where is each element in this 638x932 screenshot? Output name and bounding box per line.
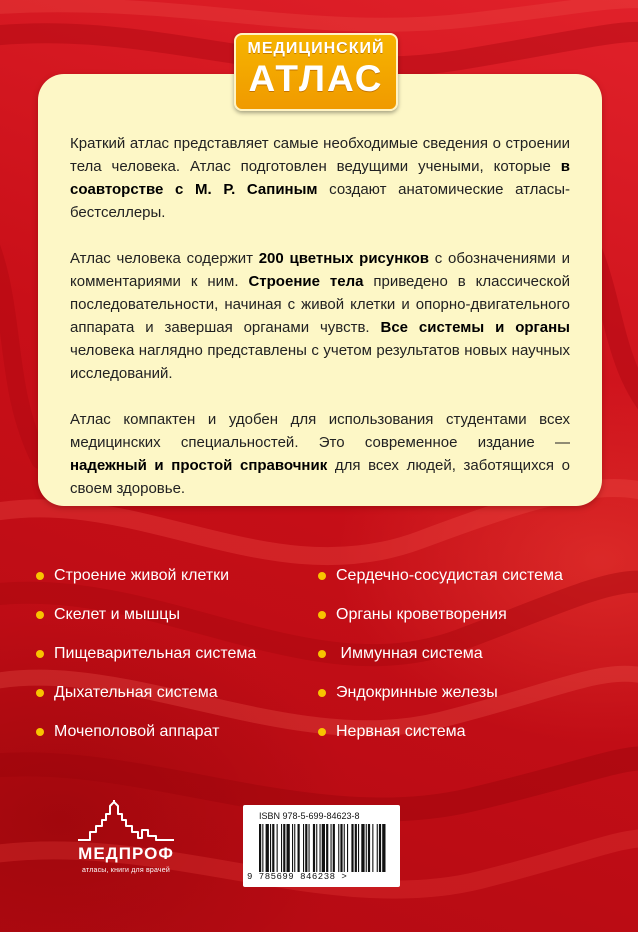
topics-right-column xyxy=(318,556,563,751)
topic-label: Нервная система xyxy=(336,722,466,740)
barcode-bar xyxy=(320,824,321,872)
topic-item xyxy=(36,595,256,634)
barcode-bar xyxy=(322,824,325,872)
barcode-bar xyxy=(292,824,293,872)
emphasis-text: 200 цветных рисунков xyxy=(258,250,429,267)
body-text: с обозначениями и комментариями к ним. xyxy=(70,250,571,290)
barcode-bar xyxy=(340,824,342,872)
barcode-bar xyxy=(379,824,381,872)
emphasis-text: Все системы и органы xyxy=(380,319,570,336)
barcode-bar xyxy=(338,824,339,872)
topic-item xyxy=(36,634,256,673)
building-skyline-icon xyxy=(76,800,176,842)
barcode-bar xyxy=(305,824,307,872)
body-text: для всех людей, заботящихся о своем здоровье. xyxy=(70,457,570,497)
description-text xyxy=(70,132,570,500)
emphasis-text: надежный и простой справочник xyxy=(70,457,328,474)
bullet-icon xyxy=(36,728,44,736)
bullet-icon xyxy=(318,572,326,580)
topic-label: Эндокринные железы xyxy=(336,683,498,701)
description-paragraph-2 xyxy=(70,247,570,385)
publisher-name: МЕДПРОФ xyxy=(78,844,174,863)
emphasis-text: в соавторстве с М. Р. Сапиным xyxy=(70,158,570,198)
barcode-bar xyxy=(313,824,315,872)
barcode-bar xyxy=(368,824,370,872)
badge-line2: АТЛАС xyxy=(248,58,384,99)
barcode-bar xyxy=(309,824,310,872)
topic-item xyxy=(36,673,256,712)
barcode-bar xyxy=(331,824,332,872)
atlas-badge xyxy=(234,33,398,111)
barcode-bar xyxy=(262,824,263,872)
barcode-digits: 9 785699 846238 > xyxy=(247,872,348,882)
emphasis-text: Строение тела xyxy=(248,273,364,290)
topic-label: Сердечно-сосудистая система xyxy=(336,566,563,584)
barcode-bar xyxy=(281,824,282,872)
topic-item xyxy=(318,595,563,634)
body-text: приведено в классической последовательности, начиная с живой клетки и опорно-двигательного аппарата и завершая органами чувств. xyxy=(70,273,570,336)
bullet-icon xyxy=(318,611,326,619)
barcode-bar xyxy=(351,824,353,872)
bullet-icon xyxy=(36,611,44,619)
barcode-bar xyxy=(287,824,290,872)
body-text: создают анатомические атласы-бестселлеры. xyxy=(70,181,570,221)
bullet-icon xyxy=(318,728,326,736)
barcode-bar xyxy=(270,824,271,872)
bullet-icon xyxy=(36,650,44,658)
topics-left-column xyxy=(36,556,256,751)
topic-label: Скелет и мышцы xyxy=(54,605,180,623)
barcode-bar xyxy=(298,824,300,872)
topic-label: Органы кроветворения xyxy=(336,605,507,623)
bullet-icon xyxy=(36,572,44,580)
barcode-bar xyxy=(361,824,364,872)
barcode-bar xyxy=(344,824,345,872)
topic-item xyxy=(318,712,563,751)
bullet-icon xyxy=(36,689,44,697)
barcode-bar xyxy=(266,824,269,872)
topic-label: Дыхательная система xyxy=(54,683,218,701)
isbn-number: ISBN 978-5-699-84623-8 xyxy=(259,811,360,821)
topic-label: Мочеполовой аппарат xyxy=(54,722,220,740)
barcode-bar xyxy=(355,824,357,872)
barcode-bar xyxy=(259,824,261,872)
barcode-bar xyxy=(366,824,367,872)
body-text: человека наглядно представлены с учетом результатов новых научных исследований. xyxy=(70,342,570,382)
barcode-bar xyxy=(326,824,328,872)
barcode-bars xyxy=(257,824,387,874)
bullet-icon xyxy=(318,650,326,658)
barcode-bar xyxy=(294,824,295,872)
isbn-barcode xyxy=(243,805,400,887)
barcode-bar xyxy=(377,824,378,872)
topic-item xyxy=(36,712,256,751)
topic-item xyxy=(318,556,563,595)
body-text: Краткий атлас представляет самые необходимые сведения о строении тела человека. Атлас подготовлен ведущими учеными, которые xyxy=(70,135,570,175)
topic-item xyxy=(36,556,256,595)
body-text: Атлас компактен и удобен для использования студентами всех медицинских специальностей. Это современное издание — xyxy=(70,411,570,451)
barcode-bar xyxy=(382,824,385,872)
bullet-icon xyxy=(318,689,326,697)
publisher-logo xyxy=(66,800,186,890)
barcode-bar xyxy=(316,824,317,872)
description-paragraph-1 xyxy=(70,132,570,224)
barcode-bar xyxy=(372,824,373,872)
badge-line1: МЕДИЦИНСКИЙ xyxy=(247,40,385,57)
topic-label: Пищеварительная система xyxy=(54,644,257,662)
barcode-bar xyxy=(358,824,359,872)
publisher-tagline: атласы, книги для врачей xyxy=(82,867,170,874)
topic-label: Иммунная система xyxy=(336,644,483,662)
barcode-bar xyxy=(277,824,278,872)
barcode-bar xyxy=(333,824,335,872)
barcode-bar xyxy=(303,824,304,872)
description-paragraph-3 xyxy=(70,408,570,500)
topic-item xyxy=(318,634,563,673)
body-text: Атлас человека содержит xyxy=(70,250,259,267)
barcode-bar xyxy=(272,824,274,872)
barcode-bar xyxy=(347,824,348,872)
topic-label: Строение живой клетки xyxy=(54,566,230,584)
barcode-bar xyxy=(283,824,285,872)
topic-item xyxy=(318,673,563,712)
